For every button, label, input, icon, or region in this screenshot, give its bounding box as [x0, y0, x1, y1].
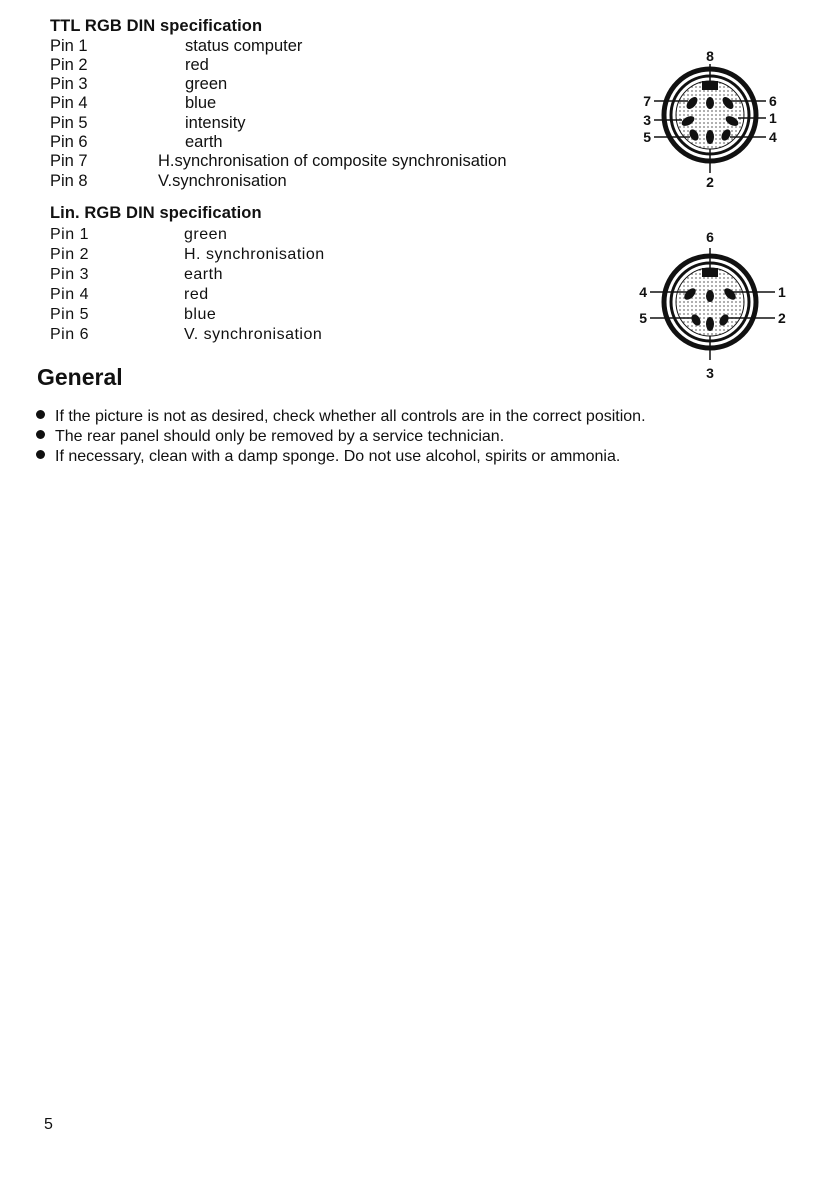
bullet-dot-icon [36, 450, 45, 459]
bullet-dot-icon [36, 410, 45, 419]
pin-number-top: 6 [706, 229, 714, 245]
pin-label: Pin 7 [50, 152, 88, 170]
general-bullet-item [36, 447, 620, 467]
pin-label: Pin 5 [50, 114, 88, 132]
bullet-dot-icon [36, 430, 45, 439]
lin-din-connector-diagram [630, 228, 795, 383]
pin-label: Pin 4 [50, 94, 88, 112]
pin-description: intensity [185, 114, 246, 132]
pin-label: Pin 6 [50, 133, 88, 151]
pin-number-right: 6 [769, 93, 777, 109]
pin-label: Pin 6 [50, 326, 89, 343]
pin-label: Pin 1 [50, 226, 89, 243]
bullet-text: The rear panel should only be removed by a service technician. [55, 428, 505, 445]
page-number: 5 [44, 1116, 53, 1133]
pin-description: V.synchronisation [158, 172, 287, 190]
pin-number-right: 1 [778, 284, 786, 300]
pin-label: Pin 2 [50, 56, 88, 74]
pin-description: H.synchronisation of composite synchronisation [158, 152, 507, 170]
pin-number-left: 7 [643, 93, 651, 109]
bullet-text: If the picture is not as desired, check whether all controls are in the correct position. [55, 408, 646, 425]
pin-description: red [184, 286, 209, 303]
pin-description: earth [185, 133, 223, 151]
pin-label: Pin 4 [50, 286, 89, 303]
pin-number-right: 4 [769, 129, 777, 145]
pin-label: Pin 5 [50, 306, 89, 323]
ttl-din-connector-diagram [630, 45, 790, 190]
pin-description: status computer [185, 37, 303, 55]
bullet-text: If necessary, clean with a damp sponge. Do not use alcohol, spirits or ammonia. [55, 448, 621, 465]
pin-label: Pin 3 [50, 75, 88, 93]
general-bullet-item [36, 427, 504, 447]
pin-description: green [185, 75, 228, 93]
pin-label: Pin 8 [50, 172, 88, 190]
general-heading: General [37, 364, 123, 390]
pin-description: green [184, 226, 228, 243]
pin-number-right: 2 [778, 310, 786, 326]
general-bullet-item [36, 407, 646, 427]
pin-description: blue [184, 306, 217, 323]
pin-number-top: 8 [706, 48, 714, 64]
lin-section-title: Lin. RGB DIN specification [50, 204, 262, 222]
pin-number-bottom: 2 [706, 174, 714, 190]
pin-number-right: 1 [769, 110, 777, 126]
pin-number-bottom: 3 [706, 365, 714, 381]
pin-description: V. synchronisation [184, 326, 323, 343]
ttl-section-title: TTL RGB DIN specification [50, 17, 263, 35]
pin-number-left: 5 [639, 310, 647, 326]
pin-number-left: 5 [643, 129, 651, 145]
pin-number-left: 4 [639, 284, 647, 300]
pin-label: Pin 3 [50, 266, 89, 283]
pin-description: blue [185, 94, 217, 112]
pin-description: H. synchronisation [184, 246, 325, 263]
pin-description: red [185, 56, 209, 74]
pin-label: Pin 2 [50, 246, 89, 263]
pin-number-left: 3 [643, 112, 651, 128]
pin-description: earth [184, 266, 223, 283]
pin-label: Pin 1 [50, 37, 88, 55]
